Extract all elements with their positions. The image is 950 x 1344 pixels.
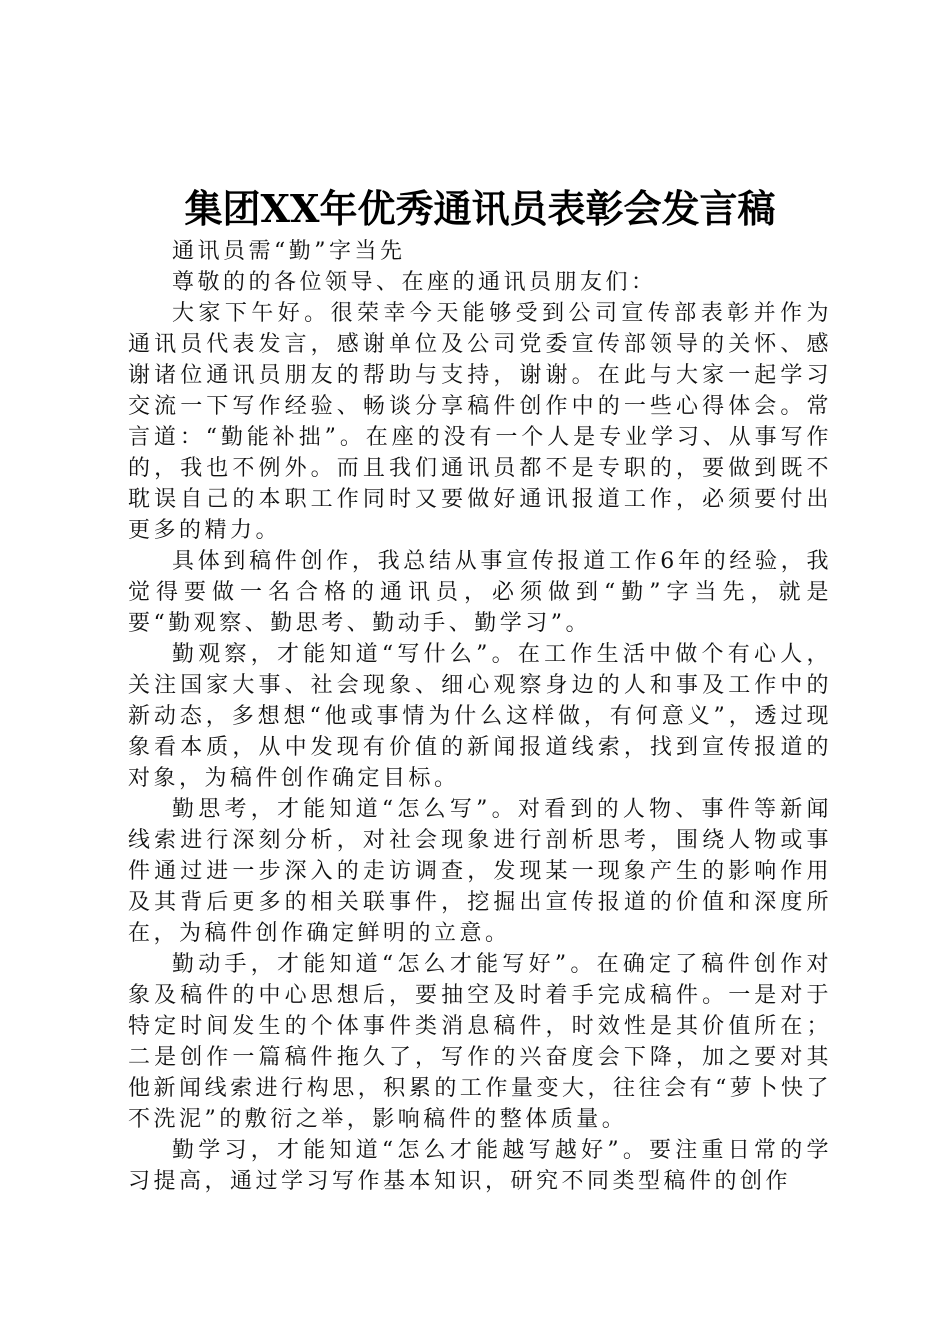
paragraph-body: 勤思考，才能知道“怎么写”。对看到的人物、事件等新闻线索进行深刻分析，对社会现象进行剖析思考，围绕人物或事件通过进一步深入的走访调查，发现某一现象产生的影响作用及其背后更多的相关联事件，挖掘出宣传报道的价值和深度所在，为稿件创作确定鲜明的立意。 (128, 797, 832, 946)
paragraph-salutation: 尊敬的的各位领导、在座的通讯员朋友们： (172, 270, 657, 295)
document-page (128, 186, 832, 1197)
paragraph-body: 具体到稿件创作，我总结从事宣传报道工作6年的经验，我觉得要做一名合格的通讯员，必须做到“勤”字当先，就是要“勤观察、勤思考、勤动手、勤学习”。 (128, 549, 832, 636)
paragraph-body: 勤动手，才能知道“怎么才能写好”。在确定了稿件创作对象及稿件的中心思想后，要抽空及时着手完成稿件。一是对于特定时间发生的个体事件类消息稿件，时效性是其价值所在；二是创作一篇稿件拖久了，写作的兴奋度会下降，加之要对其他新闻线索进行构思，积累的工作量变大，往往会有“萝卜快了不洗泥”的敷衍之举，影响稿件的整体质量。 (128, 952, 832, 1132)
document-title: 集团XX年优秀通讯员表彰会发言稿 (184, 186, 776, 231)
paragraph-body: 大家下午好。很荣幸今天能够受到公司宣传部表彰并作为通讯员代表发言，感谢单位及公司党委宣传部领导的关怀、感谢诸位通讯员朋友的帮助与支持，谢谢。在此与大家一起学习交流一下写作经验、畅谈分享稿件创作中的一些心得体会。常言道：“勤能补拙”。在座的没有一个人是专业学习、从事写作的，我也不例外。而且我们通讯员都不是专职的，要做到既不耽误自己的本职工作同时又要做好通讯报道工作，必须要付出更多的精力。 (128, 301, 832, 543)
paragraph-subtitle: 通讯员需“勤”字当先 (172, 239, 406, 264)
paragraph-body: 勤学习，才能知道“怎么才能越写越好”。要注重日常的学习提高，通过学习写作基本知识，研究不同类型稿件的创作 (128, 1138, 832, 1194)
paragraph-body: 勤观察，才能知道“写什么”。在工作生活中做个有心人，关注国家大事、社会现象、细心观察身边的人和事及工作中的新动态，多想想“他或事情为什么这样做，有何意义”，透过现象看本质，从中发现有价值的新闻报道线索，找到宣传报道的对象，为稿件创作确定目标。 (128, 642, 832, 791)
